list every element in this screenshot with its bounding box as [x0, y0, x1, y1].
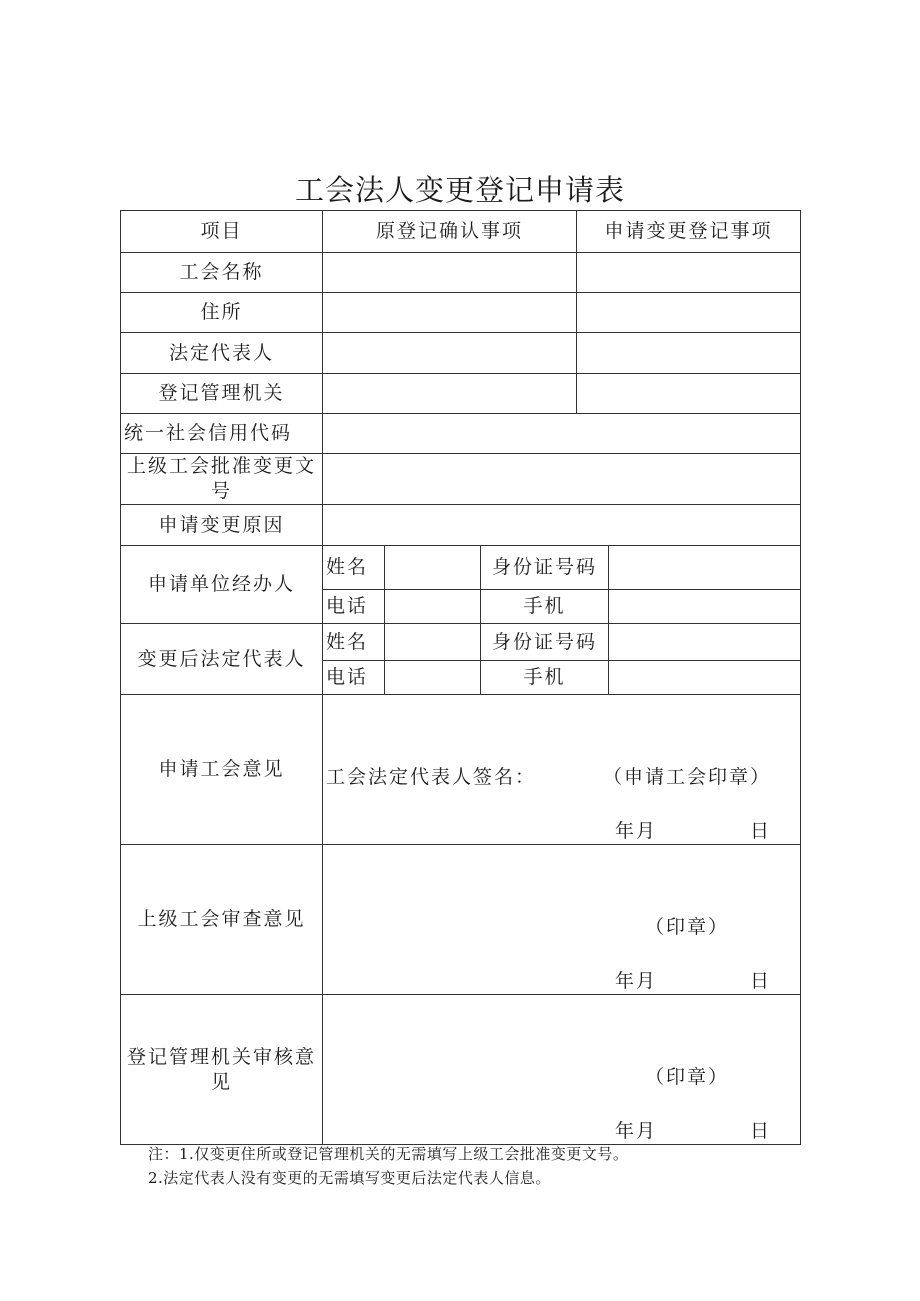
address-label: 住所 — [121, 293, 323, 333]
credit-code-cell[interactable] — [323, 414, 801, 454]
superior-day: 日 — [750, 970, 772, 992]
handler-mobile-label: 手机 — [481, 590, 609, 624]
new-rep-id-label: 身份证号码 — [481, 624, 609, 661]
new-rep-row-1 — [121, 624, 801, 661]
new-rep-id-cell[interactable] — [609, 624, 801, 661]
applicant-opinion-label: 申请工会意见 — [121, 695, 323, 845]
applicant-opinion-row — [121, 695, 801, 845]
handler-id-label: 身份证号码 — [481, 546, 609, 590]
handler-name-cell[interactable] — [385, 546, 481, 590]
union-name-row — [121, 253, 801, 293]
applicant-seal-label: （申请工会印章） — [603, 766, 772, 788]
legal-rep-row — [121, 333, 801, 374]
approval-doc-label: 上级工会批准变更文号 — [121, 454, 323, 505]
handler-name-label: 姓名 — [323, 546, 385, 590]
registry-change-cell[interactable] — [577, 374, 801, 414]
header-row — [121, 211, 801, 253]
applicant-opinion-cell[interactable] — [323, 695, 801, 845]
registry-label: 登记管理机关 — [121, 374, 323, 414]
legal-rep-original-cell[interactable] — [323, 333, 577, 374]
new-rep-phone-label: 电话 — [323, 661, 385, 695]
header-original: 原登记确认事项 — [323, 211, 577, 253]
applicant-year-month: 年月 — [615, 820, 658, 842]
new-rep-label: 变更后法定代表人 — [121, 624, 323, 695]
handler-mobile-cell[interactable] — [609, 590, 801, 624]
handler-phone-label: 电话 — [323, 590, 385, 624]
address-row — [121, 293, 801, 333]
application-form-table — [120, 210, 801, 1145]
superior-year-month: 年月 — [615, 970, 658, 992]
approval-doc-row — [121, 454, 801, 505]
new-rep-phone-cell[interactable] — [385, 661, 481, 695]
superior-opinion-cell[interactable] — [323, 845, 801, 995]
legal-rep-label: 法定代表人 — [121, 333, 323, 374]
union-name-label: 工会名称 — [121, 253, 323, 293]
address-original-cell[interactable] — [323, 293, 577, 333]
reason-label: 申请变更原因 — [121, 505, 323, 546]
reason-cell[interactable] — [323, 505, 801, 546]
header-item: 项目 — [121, 211, 323, 253]
handler-phone-cell[interactable] — [385, 590, 481, 624]
credit-code-label: 统一社会信用代码 — [121, 414, 323, 454]
superior-opinion-row — [121, 845, 801, 995]
handler-row-1 — [121, 546, 801, 590]
new-rep-name-label: 姓名 — [323, 624, 385, 661]
registry-row — [121, 374, 801, 414]
registry-seal-label: （印章） — [645, 1066, 730, 1088]
union-name-change-cell[interactable] — [577, 253, 801, 293]
note-1: 注：1.仅变更住所或登记管理机关的无需填写上级工会批准变更文号。 — [148, 1145, 629, 1163]
note-2: 2.法定代表人没有变更的无需填写变更后法定代表人信息。 — [148, 1169, 551, 1187]
handler-label: 申请单位经办人 — [121, 546, 323, 624]
new-rep-mobile-cell[interactable] — [609, 661, 801, 695]
signature-label: 工会法定代表人签名： — [326, 766, 537, 788]
union-name-original-cell[interactable] — [323, 253, 577, 293]
registry-original-cell[interactable] — [323, 374, 577, 414]
reason-row — [121, 505, 801, 546]
superior-seal-label: （印章） — [645, 916, 730, 938]
legal-rep-change-cell[interactable] — [577, 333, 801, 374]
header-change: 申请变更登记事项 — [577, 211, 801, 253]
registry-opinion-row — [121, 995, 801, 1145]
applicant-day: 日 — [750, 820, 772, 842]
new-rep-mobile-label: 手机 — [481, 661, 609, 695]
form-title: 工会法人变更登记申请表 — [294, 173, 625, 207]
registry-year-month: 年月 — [615, 1120, 658, 1142]
address-change-cell[interactable] — [577, 293, 801, 333]
approval-doc-cell[interactable] — [323, 454, 801, 505]
registry-opinion-label: 登记管理机关审核意见 — [121, 995, 323, 1145]
new-rep-name-cell[interactable] — [385, 624, 481, 661]
superior-opinion-label: 上级工会审查意见 — [121, 845, 323, 995]
registry-opinion-cell[interactable] — [323, 995, 801, 1145]
registry-day: 日 — [750, 1120, 772, 1142]
credit-code-row — [121, 414, 801, 454]
form-notes — [148, 1142, 628, 1190]
handler-id-cell[interactable] — [609, 546, 801, 590]
